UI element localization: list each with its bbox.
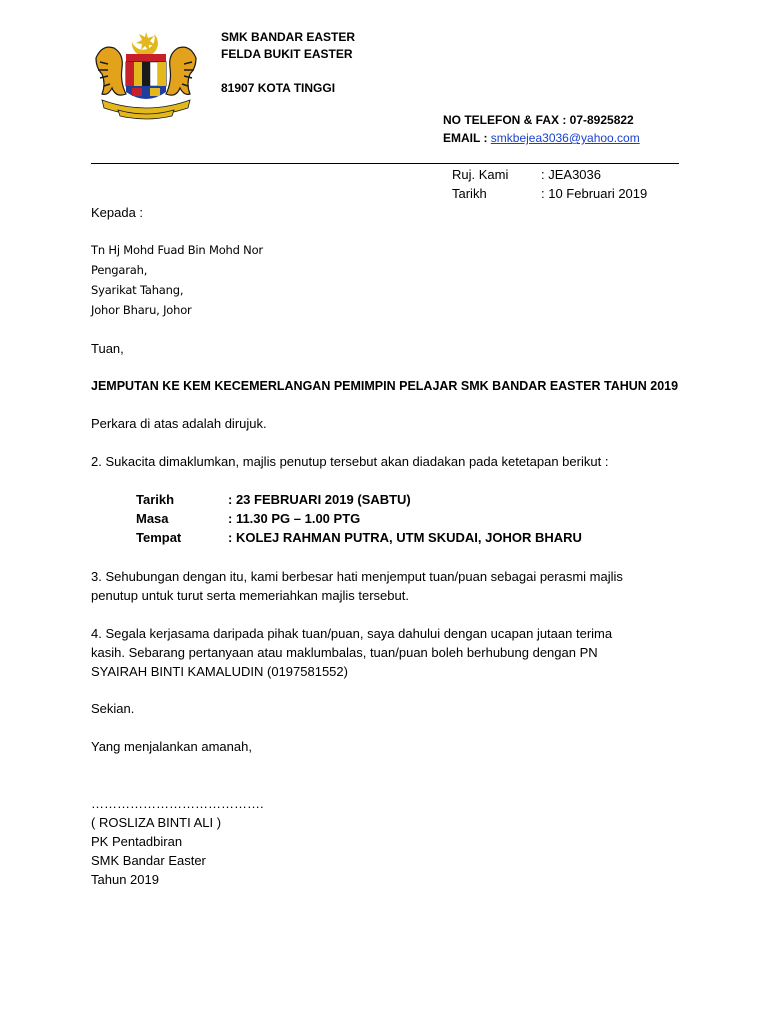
school-name: SMK BANDAR EASTER xyxy=(221,30,356,44)
event-details xyxy=(136,491,656,549)
paragraph-4-line1: 4. Segala kerjasama daripada pihak tuan/puan, saya dahului dengan ucapan jutaan terima xyxy=(91,626,613,641)
detail-label-date: Tarikh xyxy=(136,492,175,507)
signatory-school: SMK Bandar Easter xyxy=(91,853,206,868)
closing: Sekian. xyxy=(91,701,135,716)
ref-value: : JEA3036 xyxy=(541,167,601,182)
school-email-row xyxy=(443,130,640,147)
recipient-name: Tn Hj Mohd Fuad Bin Mohd Nor xyxy=(91,243,263,257)
header-divider xyxy=(91,163,679,164)
school-phone: NO TELEFON & FAX : 07-8925822 xyxy=(443,113,634,127)
detail-value-time: : 11.30 PG – 1.00 PTG xyxy=(228,511,361,526)
detail-value-venue: : KOLEJ RAHMAN PUTRA, UTM SKUDAI, JOHOR BHARU xyxy=(228,530,582,545)
email-label: EMAIL : xyxy=(443,131,491,145)
yang-menjalankan: Yang menjalankan amanah, xyxy=(91,739,252,754)
kepada-label: Kepada : xyxy=(91,205,144,220)
school-address-line2: 81907 KOTA TINGGI xyxy=(221,81,336,95)
paragraph-4-line3: SYAIRAH BINTI KAMALUDIN (0197581552) xyxy=(91,664,348,679)
detail-label-time: Masa xyxy=(136,511,169,526)
ref-label: Ruj. Kami xyxy=(452,167,509,182)
paragraph-3-line2: penutup untuk turut serta memeriahkan majlis tersebut. xyxy=(91,588,409,603)
signatory-position: PK Pentadbiran xyxy=(91,834,183,849)
paragraph-4-line2: kasih. Sebarang pertanyaan atau maklumbalas, tuan/puan boleh berhubung dengan PN xyxy=(91,645,598,660)
recipient-title: Pengarah, xyxy=(91,263,148,277)
signatory-year: Tahun 2019 xyxy=(91,872,159,887)
detail-value-date: : 23 FEBRUARI 2019 (SABTU) xyxy=(228,492,411,507)
email-link[interactable]: smkbejea3036@yahoo.com xyxy=(490,131,640,145)
intro-paragraph: Perkara di atas adalah dirujuk. xyxy=(91,416,267,431)
date-label: Tarikh xyxy=(452,186,487,201)
paragraph-2: 2. Sukacita dimaklumkan, majlis penutup tersebut akan diadakan pada ketetapan berikut : xyxy=(91,454,609,469)
coat-of-arms-icon xyxy=(88,28,204,120)
letter-subject: JEMPUTAN KE KEM KECEMERLANGAN PEMIMPIN PELAJAR SMK BANDAR EASTER TAHUN 2019 xyxy=(91,379,679,393)
paragraph-3-line1: 3. Sehubungan dengan itu, kami berbesar hati menjemput tuan/puan sebagai perasmi majlis xyxy=(91,569,623,584)
date-value: : 10 Februari 2019 xyxy=(541,186,648,201)
salutation: Tuan, xyxy=(91,341,124,356)
recipient-company: Syarikat Tahang, xyxy=(91,283,184,297)
recipient-city: Johor Bharu, Johor xyxy=(91,303,192,317)
detail-label-venue: Tempat xyxy=(136,530,182,545)
signature-line: …………………………………. xyxy=(91,796,264,811)
school-address-line1: FELDA BUKIT EASTER xyxy=(221,47,353,61)
signatory-name: ( ROSLIZA BINTI ALI ) xyxy=(91,815,222,830)
